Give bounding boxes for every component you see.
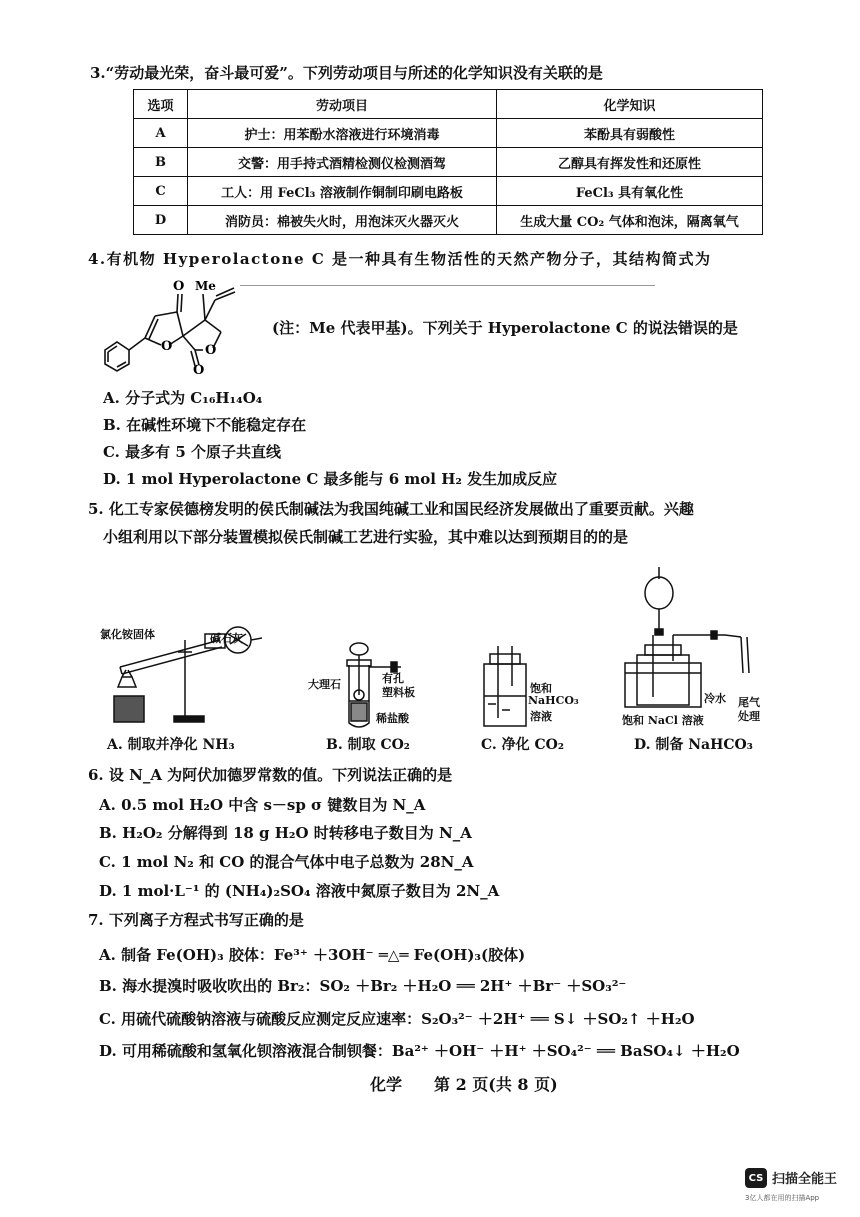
apparatus-d	[615, 565, 775, 715]
caption-d: D. 制备 NaHCO₃	[634, 737, 753, 753]
label-saturated: 饱和	[530, 682, 552, 695]
q4-option-d: D. 1 mol Hyperolactone C 最多能与 6 mol H₂ 发生加成反应	[103, 470, 558, 488]
label-nh4cl-solid: 氯化铵固体	[100, 628, 155, 641]
page-footer: 化学 第 2 页(共 8 页)	[370, 1075, 558, 1094]
q7-stem: 7. 下列离子方程式书写正确的是	[88, 911, 304, 929]
q4-stem: 4.有机物 Hyperolactone C 是一种具有生物活性的天然产物分子，其结构简式为	[88, 250, 712, 268]
label-dilute-hcl: 稀盐酸	[376, 712, 409, 725]
label-perforated: 有孔	[382, 672, 404, 685]
struct-me: Me	[195, 279, 216, 293]
label-plastic-plate: 塑料板	[382, 686, 415, 699]
watermark-name: 扫描全能王	[772, 1172, 838, 1187]
q6-option-d: D. 1 mol·L⁻¹ 的 (NH₄)₂SO₄ 溶液中氮原子数目为 2N_A	[99, 882, 500, 900]
table-cell: D	[134, 206, 188, 235]
table-cell: 苯酚具有弱酸性	[497, 119, 763, 148]
camscanner-logo-icon: CS	[745, 1168, 767, 1188]
q5-stem-line2: 小组利用以下部分装置模拟侯氏制碱工艺进行实验，其中难以达到预期目的的是	[103, 528, 629, 546]
q7-option-d: D. 可用稀硫酸和氢氧化钡溶液混合制钡餐：Ba²⁺ ＋OH⁻ ＋H⁺ ＋SO₄²⁻ ══ BaSO₄↓ ＋H₂O	[99, 1042, 740, 1060]
q7-option-b: B. 海水提溴时吸收吹出的 Br₂：SO₂ ＋Br₂ ＋H₂O ══ 2H⁺ ＋Br⁻ ＋SO₃²⁻	[99, 977, 627, 995]
struct-o-ring: O	[161, 339, 173, 354]
q6-stem: 6. 设 N_A 为阿伏加德罗常数的值。下列说法正确的是	[88, 766, 453, 784]
q6-option-a: A. 0.5 mol H₂O 中含 s－sp σ 键数目为 N_A	[99, 796, 426, 814]
table-row	[134, 148, 763, 177]
hyperolactone-structure	[95, 270, 275, 375]
q3-stem: 3.“劳动最光荣，奋斗最可爱”。下列劳动项目与所述的化学知识没有关联的是	[90, 64, 603, 82]
q5-stem-line1: 5. 化工专家侯德榜发明的侯氏制碱法为我国纯碱工业和国民经济发展做出了重要贡献。兴趣	[88, 500, 694, 518]
table-cell: 交警：用手持式酒精检测仪检测酒驾	[188, 148, 497, 177]
table-row	[134, 206, 763, 235]
col-header: 选项	[134, 90, 188, 119]
label-tail-gas: 尾气	[738, 696, 760, 709]
table-row	[134, 177, 763, 206]
table-cell: 乙醇具有挥发性和还原性	[497, 148, 763, 177]
divider	[240, 285, 655, 286]
q4-option-a: A. 分子式为 C₁₆H₁₄O₄	[103, 389, 263, 407]
label-solution: 溶液	[530, 710, 552, 723]
watermark-subtitle: 3亿人都在用的扫描App	[745, 1194, 820, 1202]
struct-o-lactone: O	[205, 343, 217, 358]
struct-o-ketone: O	[173, 279, 185, 294]
col-header: 化学知识	[497, 90, 763, 119]
q7-option-c: C. 用硫代硫酸钠溶液与硫酸反应测定反应速率：S₂O₃²⁻ ＋2H⁺ ══ S↓ ＋SO₂↑ ＋H₂O	[99, 1010, 695, 1028]
col-header: 劳动项目	[188, 90, 497, 119]
caption-c: C. 净化 CO₂	[481, 737, 564, 753]
q4-option-b: B. 在碱性环境下不能稳定存在	[103, 416, 307, 434]
table-row	[134, 119, 763, 148]
apparatus-c	[478, 646, 538, 731]
label-treatment: 处理	[738, 710, 760, 723]
table-cell: B	[134, 148, 188, 177]
table-cell: 工人：用 FeCl₃ 溶液制作铜制印刷电路板	[188, 177, 497, 206]
label-cold-water: 冷水	[704, 692, 726, 705]
table-cell: 消防员：棉被失火时，用泡沫灭火器灭火	[188, 206, 497, 235]
table-cell: A	[134, 119, 188, 148]
label-soda-lime: 碱石灰	[210, 632, 243, 645]
table-cell: 生成大量 CO₂ 气体和泡沫，隔离氧气	[497, 206, 763, 235]
table-cell: 护士：用苯酚水溶液进行环境消毒	[188, 119, 497, 148]
table-header-row	[134, 90, 763, 119]
q4-note: (注：Me 代表甲基)。下列关于 Hyperolactone C 的说法错误的是	[272, 319, 738, 337]
label-marble: 大理石	[308, 678, 341, 691]
q6-option-c: C. 1 mol N₂ 和 CO 的混合气体中电子总数为 28N_A	[99, 853, 474, 871]
caption-a: A. 制取并净化 NH₃	[107, 737, 235, 753]
q3-table	[133, 89, 763, 235]
label-saturated-nacl: 饱和 NaCl 溶液	[622, 714, 704, 727]
struct-o-carbonyl: O	[193, 363, 205, 375]
q4-option-c: C. 最多有 5 个原子共直线	[103, 443, 282, 461]
table-cell: FeCl₃ 具有氧化性	[497, 177, 763, 206]
q7-option-a: A. 制备 Fe(OH)₃ 胶体：Fe³⁺ ＋3OH⁻ ═△═ Fe(OH)₃(胶体)	[99, 946, 526, 964]
label-nahco3: NaHCO₃	[528, 694, 579, 707]
caption-b: B. 制取 CO₂	[326, 737, 410, 753]
q6-option-b: B. H₂O₂ 分解得到 18 g H₂O 时转移电子数目为 N_A	[99, 824, 472, 842]
table-cell: C	[134, 177, 188, 206]
